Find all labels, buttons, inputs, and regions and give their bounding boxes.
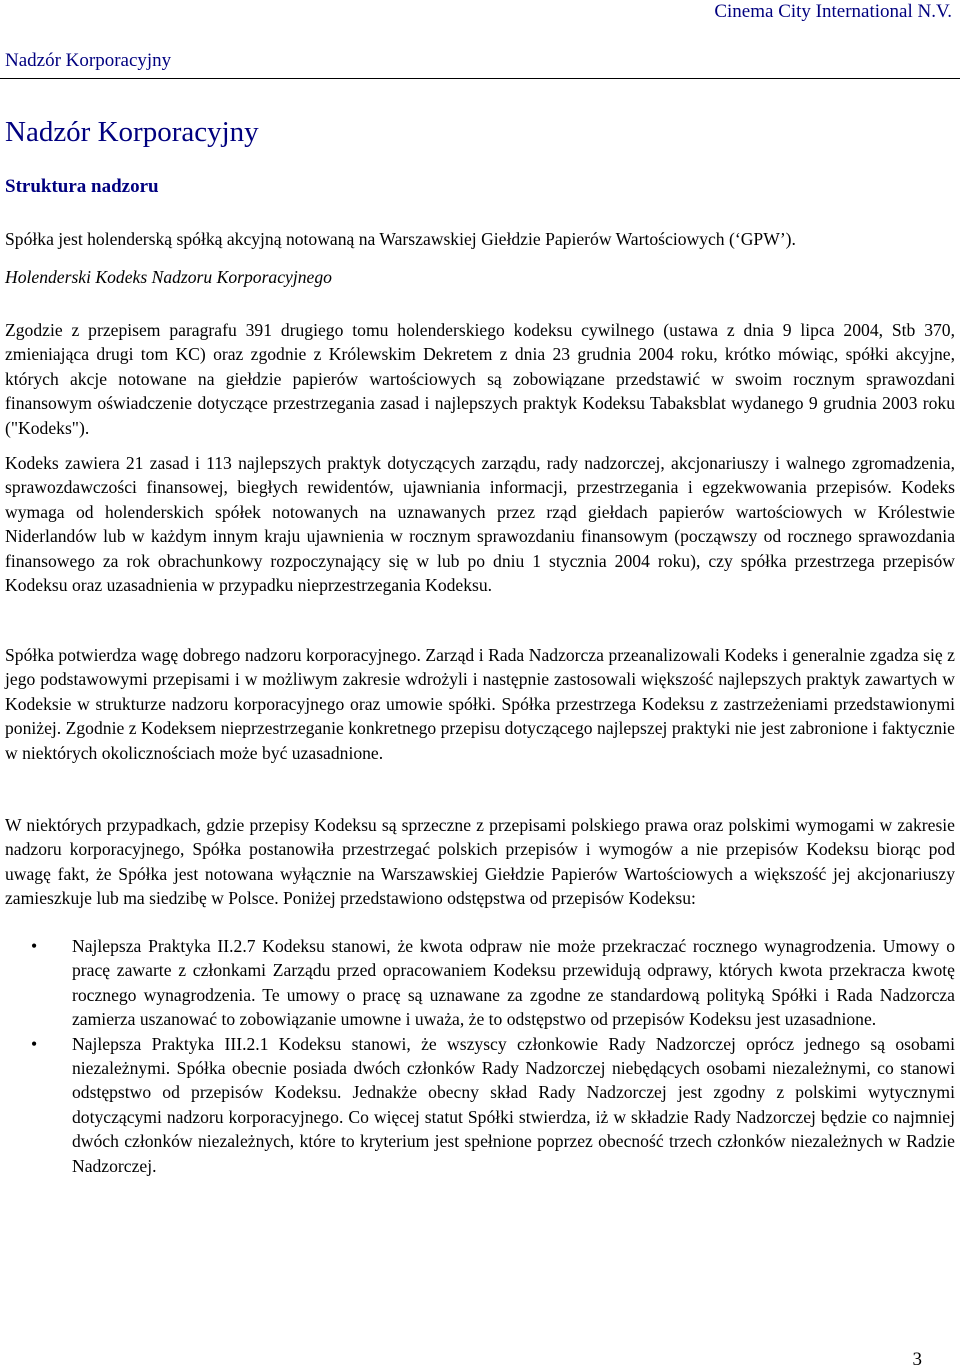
paragraph-company-position: Spółka potwierdza wagę dobrego nadzoru korporacyjnego. Zarząd i Rada Nadzorcza przeanalizowali Kodeks i generalnie zgadza się z jego podstawowymi przepisami i w możliwym zakresie wdrożyli i następnie zastosowali większość najlepszych praktyk zawartych w Kodeksie w strukturze nadzoru korporacyjnego oraz umowie spółki. Spółka przestrzega Kodeksu z zastrzeżeniami przedstawionymi poniżej. Zgodnie z Kodeksem nieprzestrzeganie konkretnego przepisu dotyczącego najlepszej praktyki nie jest zabronione i faktycznie w niektórych okolicznościach może być uzasadnione. — [5, 645, 955, 763]
running-header-title: Nadzór Korporacyjny — [5, 50, 172, 71]
header-divider — [0, 78, 960, 79]
paragraph-code-contents: Kodeks zawiera 21 zasad i 113 najlepszych praktyk dotyczących zarządu, rady nadzorczej, akcjonariuszy i walnego zgromadzenia, sprawozdawczości finansowej, biegłych rewidentów, ujawniania informacji, przestrzegania i egzekwowania przepisów. Kodeks wymaga od holenderskich spółek notowanych na uznawanych przez rząd giełdach papierów wartościowych w Królestwie Niderlandów lub w każdym innym kraju ujawnienia w rocznym sprawozdaniu finansowym (począwszy od rocznego sprawozdania finansowego za rok obrachunkowy rozpoczynający się w lub po dniu 1 stycznia 2004 roku), czy spółka przestrzega przepisów Kodeksu oraz uzasadnienia w przypadku nieprzestrzegania Kodeksu. — [5, 453, 955, 596]
section-subtitle: Struktura nadzoru — [5, 176, 159, 197]
paragraph-deviations-intro: W niektórych przypadkach, gdzie przepisy Kodeksu są sprzeczne z przepisami polskiego prawa oraz polskimi wymogami w zakresie nadzoru korporacyjnego, Spółka postanowiła przestrzegać polskich przepisów i wymogów a nie przepisów Kodeksu biorąc pod uwagę fakt, że Spółka jest notowana wyłącznie na Warszawskiej Giełdzie Papierów Wartościowych a większość jej akcjonariuszy zamieszkuje lub ma siedzibę w Polsce. Poniżej przedstawiono odstępstwa od przepisów Kodeksu: — [5, 815, 955, 909]
company-name: Cinema City International N.V. — [714, 1, 952, 22]
page-title: Nadzór Korporacyjny — [5, 116, 259, 148]
list-item-text: Najlepsza Praktyka II.2.7 Kodeksu stanowi, że kwota odpraw nie może przekraczać rocznego wynagrodzenia. Umowy o pracę zawarte z członkami Zarządu przed opracowaniem Kodeksu przewidują odprawy, których kwota przekracza kwotę rocznego wynagrodzenia. Te umowy o pracę są uznawane za zgodne ze standardową polityką Spółki i Rada Nadzorcza zamierza uszanować to zobowiązanie umowne i uważa, że to odstępstwo od przepisów Kodeksu jest uzasadnione. — [72, 936, 955, 1030]
paragraph-legal-basis: Zgodzie z przepisem paragrafu 391 drugiego tomu holenderskiego kodeksu cywilnego (ustawa z dnia 9 lipca 2004, Stb 370, zmieniająca drugi tom KC) oraz zgodnie z Królewskim Dekretem z dnia 23 grudnia 2004 roku, krótko mówiąc, spółki akcyjne, których akcje notowane na giełdzie papierów wartościowych są zobowiązane przedstawić w swoim rocznym sprawozdani finansowym oświadczenie dotyczące przestrzegania zasad i najlepszych praktyk Kodeksu Tabaksblat wydanego 9 grudnia 2003 roku ("Kodeks"). — [5, 320, 955, 438]
paragraph-heading-code: Holenderski Kodeks Nadzoru Korporacyjnego — [5, 267, 332, 287]
bullet-icon: • — [31, 1033, 38, 1054]
list-item-text: Najlepsza Praktyka III.2.1 Kodeksu stanowi, że wszyscy członkowie Rady Nadzorczej oprócz jednego są osobami niezależnymi. Spółka obecnie posiada dwóch członków Rady Nadzorczej niebędących osobami niezależnymi, co stanowi odstępstwo od przepisów Kodeksu. Jednakże obecny skład Rady Nadzorczej jest zgodny z polskimi wytycznymi dotyczącymi nadzoru korporacyjnego. Co więcej statut Spółki stwierdza, iż w składzie Rady Nadzorczej będzie co najmniej dwóch członków niezależnych, które to kryterium jest spełnione poprzez obecność trzech członków niezależnych w Radzie Nadzorczej. — [72, 1033, 955, 1176]
list-item — [5, 1032, 955, 1178]
paragraph-intro: Spółka jest holenderską spółką akcyjną notowaną na Warszawskiej Giełdzie Papierów Wartościowych (‘GPW’). — [5, 229, 796, 249]
page-number: 3 — [912, 1349, 922, 1370]
list-item — [5, 934, 955, 1032]
bullet-icon: • — [31, 936, 38, 956]
deviations-list — [5, 934, 955, 1178]
